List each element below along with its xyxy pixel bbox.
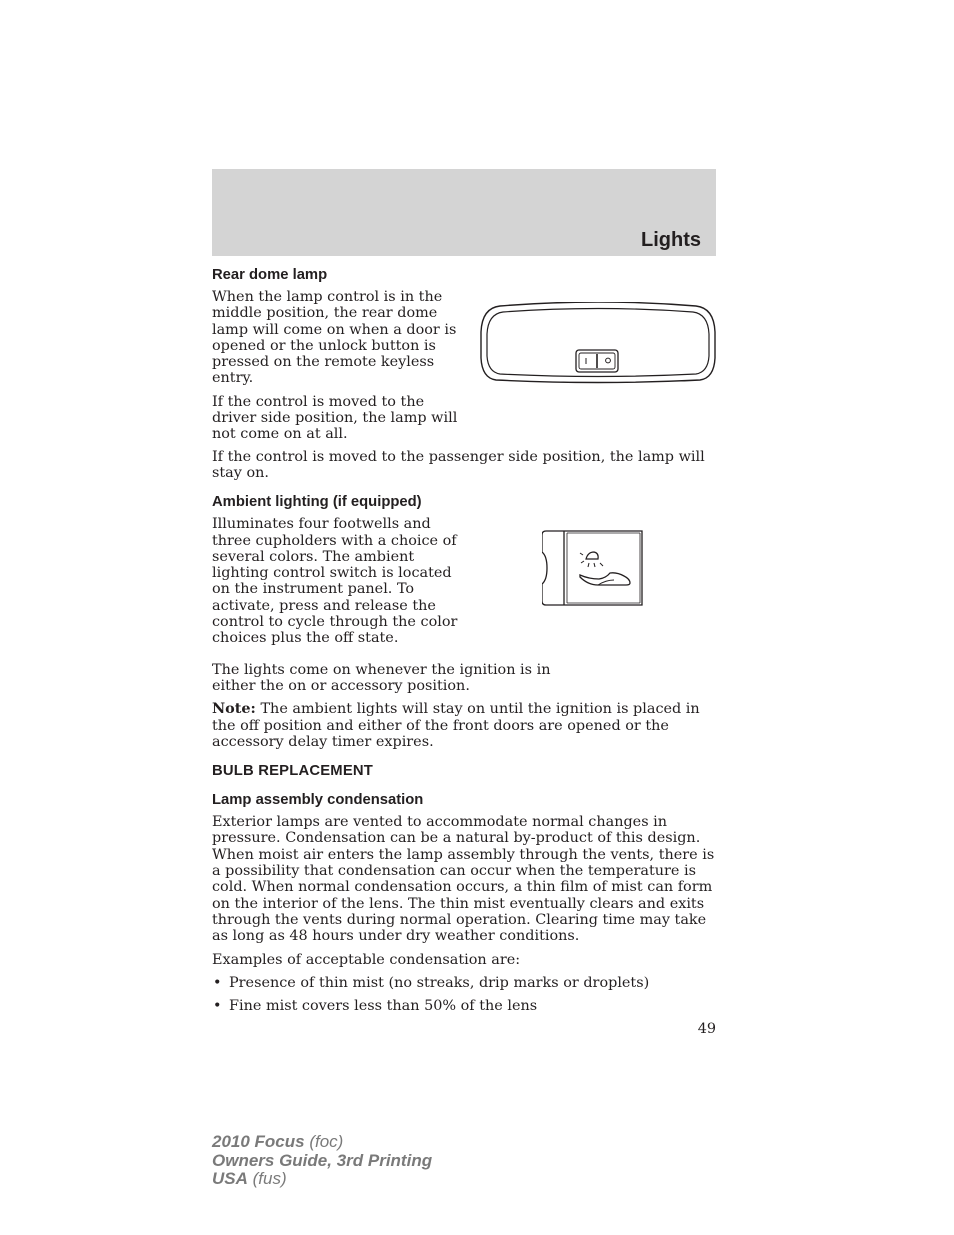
condensation-p2: Examples of acceptable condensation are:	[212, 951, 521, 968]
rear-dome-p3: If the control is moved to the passenger side position, the lamp will stay on.	[212, 448, 705, 481]
footer-market-code: (fus)	[247, 1169, 287, 1188]
footer-guide: Owners Guide, 3rd Printing	[212, 1150, 433, 1170]
list-item: • Presence of thin mist (no streaks, drip marks or droplets)	[212, 975, 716, 991]
footer-line-3	[212, 1170, 432, 1189]
footer-model-code: (foc)	[304, 1132, 344, 1151]
condensation-p1: Exterior lamps are vented to accommodate normal changes in pressure. Condensation can be a natural by-product of this design. When moist air enters the lamp assembly through the vents, there is a possibility that condensation can occur when the temperature is cold. When normal condensation occurs, a thin film of mist can form on the interior of the lens. The thin mist eventually clears and exits through the vents during normal operation. Clearing time may take as long as 48 hours under dry weather conditions.	[212, 814, 715, 945]
rear-dome-p2: If the control is moved to the driver side position, the lamp will not come on at all.	[212, 393, 458, 443]
rear-dome-text	[212, 289, 468, 449]
footer-line-2	[212, 1152, 432, 1171]
bulb-replacement-heading: BULB REPLACEMENT	[212, 763, 374, 780]
note-label: Note:	[212, 700, 256, 718]
ambient-note	[212, 701, 716, 750]
page-title: Lights	[641, 229, 701, 251]
footer-line-1	[212, 1133, 432, 1152]
document-footer	[212, 1133, 432, 1189]
page-number: 49	[697, 1021, 716, 1038]
lamp-condensation-heading: Lamp assembly condensation	[212, 792, 424, 809]
rear-dome-p1: When the lamp control is in the middle position, the rear dome lamp will come on when a door is opened or the unlock button is pressed on the remote keyless entry.	[212, 289, 457, 387]
ambient-row	[212, 516, 716, 653]
note-text: The ambient lights will stay on until the ignition is placed in the off position and either of the front doors are opened or the accessory delay timer expires.	[212, 701, 700, 750]
list-item: • Fine mist covers less than 50% of the lens	[212, 998, 716, 1014]
ambient-p2: The lights come on whenever the ignition is in either the on or accessory position.	[212, 661, 551, 694]
ambient-p1: Illuminates four footwells and three cupholders with a choice of several colors. The ambient lighting control switch is located on the instrument panel. To activate, press and release the control to cycle through the color choices plus the off state.	[212, 516, 458, 647]
footer-model: 2010 Focus	[212, 1132, 305, 1151]
condensation-list	[212, 975, 716, 1015]
ambient-text	[212, 516, 462, 653]
footer-market: USA	[212, 1169, 248, 1188]
ambient-heading: Ambient lighting (if equipped)	[212, 494, 422, 511]
ambient-lighting-button-icon	[542, 530, 644, 653]
rear-dome-row	[212, 289, 716, 449]
header-band	[212, 169, 716, 256]
rear-dome-heading: Rear dome lamp	[212, 267, 328, 283]
page-content	[212, 266, 716, 1038]
dome-lamp-switch-icon	[478, 302, 718, 449]
